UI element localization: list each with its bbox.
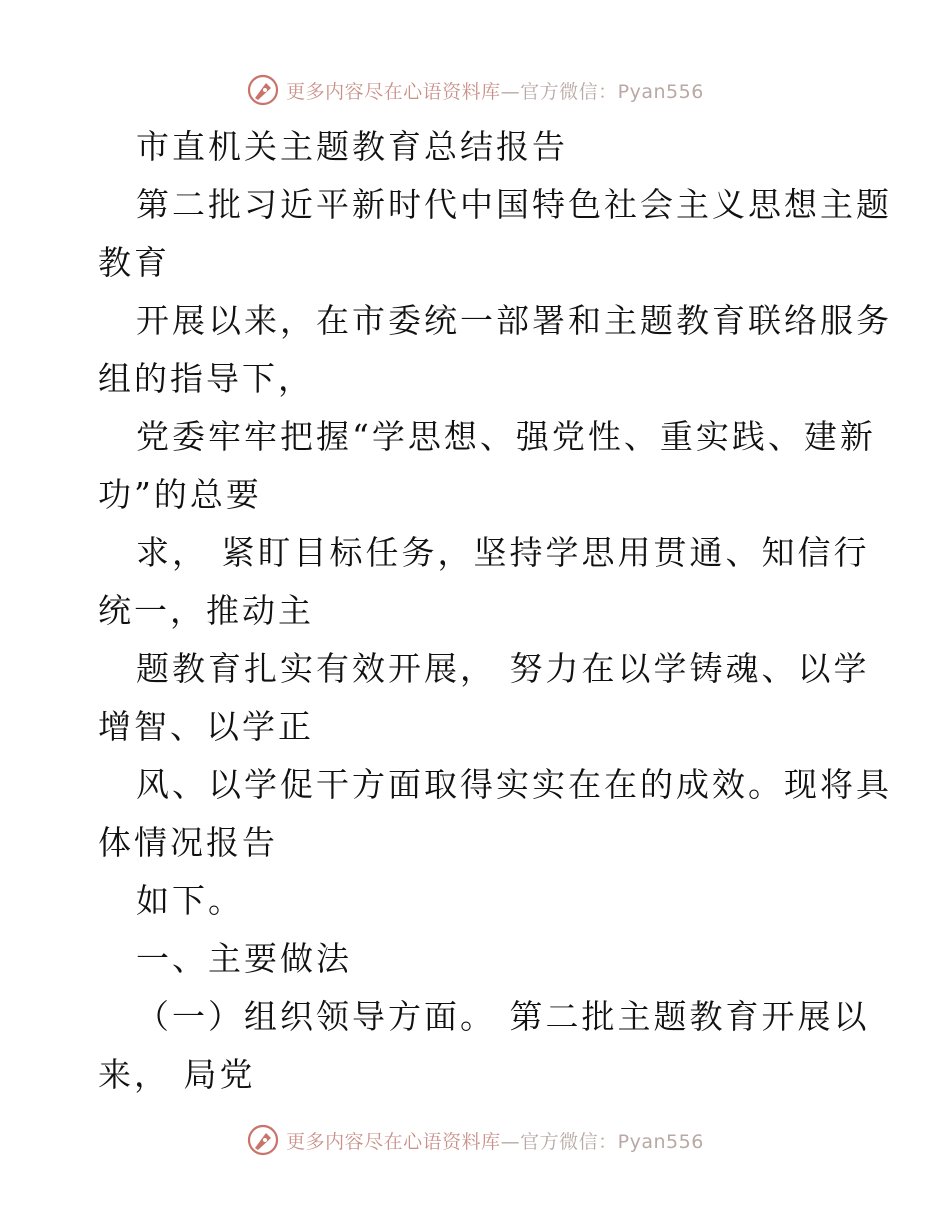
text-line: 体情况报告 [98, 823, 278, 862]
text-line: 风、以学促干方面取得实实在在的成效。现将具 [136, 765, 892, 804]
watermark-text [286, 1127, 704, 1154]
text-line: 第二批习近平新时代中国特色社会主义思想主题 [136, 185, 892, 224]
document-body [98, 118, 892, 1104]
text-line: 如下。 [136, 881, 244, 920]
text-line: 来， 局党 [98, 1055, 256, 1094]
header-watermark [0, 70, 950, 110]
text-line: 求， 紧盯目标任务，坚持学思用贯通、知信行 [136, 533, 870, 572]
watermark-text [286, 77, 704, 104]
text-line: 一、主要做法 [136, 939, 352, 978]
watermark-main-text: 更多内容尽在心语资料库 [286, 80, 501, 103]
watermark-main-text: 更多内容尽在心语资料库 [286, 1130, 501, 1153]
text-line: 开展以来，在市委统一部署和主题教育联络服务 [136, 301, 892, 340]
text-line: 组的指导下， [98, 359, 314, 398]
pen-nib-logo-icon [246, 1123, 280, 1157]
text-line: 教育 [98, 243, 170, 282]
text-line: 功”的总要 [98, 475, 262, 514]
text-line: 增智、以学正 [98, 707, 314, 746]
pen-nib-logo-icon [246, 73, 280, 107]
text-line: （一）组织领导方面。 第二批主题教育开展以 [136, 997, 870, 1036]
text-line: 统一，推动主 [98, 591, 314, 630]
text-line: 市直机关主题教育总结报告 [136, 127, 568, 166]
text-line: 党委牢牢把握“学思想、强党性、重实践、建新 [136, 417, 876, 456]
text-line: 题教育扎实有效开展， 努力在以学铸魂、以学 [136, 649, 870, 688]
watermark-sub-text: —官方微信：Pyan556 [500, 80, 704, 103]
watermark-sub-text: —官方微信：Pyan556 [500, 1130, 704, 1153]
footer-watermark [0, 1120, 950, 1160]
